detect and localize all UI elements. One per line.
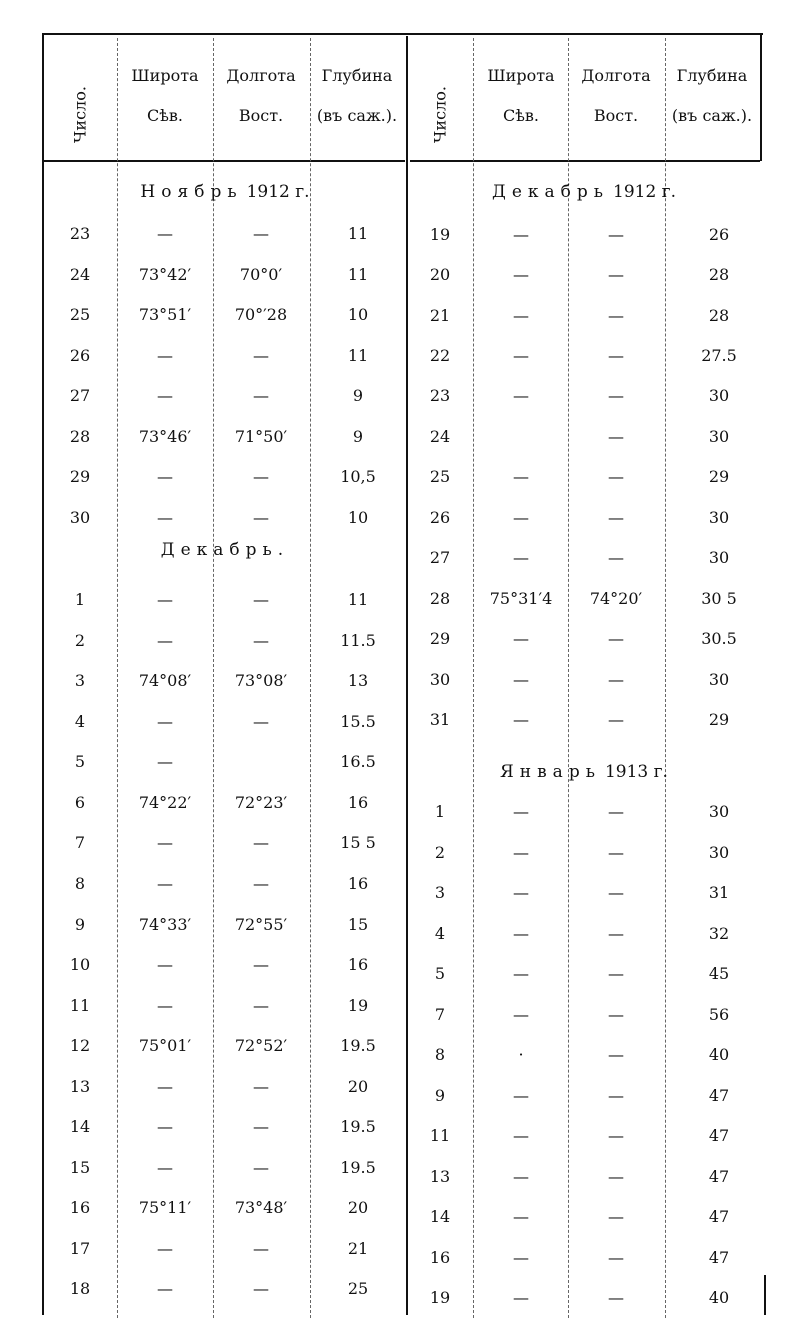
section-month: Ноябрь [140, 182, 243, 202]
right-cell-lon: — [608, 346, 624, 365]
left-cell-depth: 20 [347, 1198, 369, 1217]
right-cell-lat: — [513, 265, 529, 284]
section-month: Декабрь. [160, 540, 290, 560]
right-cell-lon: — [608, 265, 624, 284]
right-cell-depth: 31 [708, 883, 730, 902]
left-cell-depth: 15 5 [340, 833, 376, 852]
right-cell-lon: — [608, 710, 624, 729]
left-cell-day: 15 [69, 1158, 91, 1177]
right-cell-lon: — [608, 1126, 624, 1145]
left-cell-lat: — [157, 1239, 173, 1258]
right-cell-day: 19 [429, 225, 451, 244]
left-cell-lat: — [157, 508, 173, 527]
right-cell-day: 25 [429, 467, 451, 486]
left-cell-day: 25 [69, 305, 91, 324]
right-cell-day: 29 [429, 629, 451, 648]
left-cell-depth: 15 [347, 915, 369, 934]
left-cell-day: 24 [69, 265, 91, 284]
right-cell-lat: — [513, 386, 529, 405]
right-cell-depth: 29 [708, 467, 730, 486]
right-cell-lat: — [513, 1288, 529, 1307]
right-cell-depth: 30 [708, 802, 730, 821]
right-cell-depth: 30.5 [701, 629, 737, 648]
left-cell-lat: 74°08′ [138, 671, 192, 690]
left-cell-lon: — [253, 833, 269, 852]
left-cell-lat: 73°42′ [138, 265, 192, 284]
left-cell-lon: — [253, 386, 269, 405]
left-cell-lat: 75°01′ [138, 1036, 192, 1055]
left-cell-lat: — [157, 590, 173, 609]
right-cell-depth: 30 [708, 843, 730, 862]
right-cell-day: 21 [429, 306, 451, 325]
left-header-rule [42, 160, 405, 162]
right-cell-depth: 40 [708, 1288, 730, 1307]
left-depth-header-2: (въ саж.). [316, 106, 398, 125]
right-cell-lat: — [513, 802, 529, 821]
left-cell-lon: 72°52′ [234, 1036, 288, 1055]
right-depth-header-2: (въ саж.). [671, 106, 753, 125]
left-cell-lat: — [157, 1077, 173, 1096]
left-cell-lat: — [157, 1158, 173, 1177]
left-cell-day: 27 [69, 386, 91, 405]
right-cell-lon: — [608, 670, 624, 689]
left-cell-lat: — [157, 467, 173, 486]
right-cell-depth: 47 [708, 1167, 730, 1186]
left-cell-depth: 10 [347, 508, 369, 527]
left-cell-lon: — [253, 996, 269, 1015]
right-section-title [408, 762, 760, 782]
left-cell-depth: 9 [352, 427, 364, 446]
left-cell-lon: — [253, 590, 269, 609]
right-cell-lon: — [608, 1045, 624, 1064]
right-cell-lat: — [513, 964, 529, 983]
right-cell-lon: — [608, 924, 624, 943]
left-cell-lon: — [253, 508, 269, 527]
left-cell-lon: — [253, 1158, 269, 1177]
left-cell-depth: 15.5 [340, 712, 376, 731]
left-cell-lat: — [157, 346, 173, 365]
right-cell-depth: 30 [708, 427, 730, 446]
right-cell-depth: 47 [708, 1126, 730, 1145]
right-cell-day: 22 [429, 346, 451, 365]
right-cell-depth: 28 [708, 265, 730, 284]
left-lon-header-2: Вост. [238, 106, 284, 125]
right-cell-lat: — [513, 225, 529, 244]
left-cell-day: 11 [69, 996, 91, 1015]
right-cell-depth: 47 [708, 1248, 730, 1267]
right-cell-lat: — [513, 1126, 529, 1145]
section-year: 1912 г. [613, 182, 676, 202]
right-cell-lon: — [608, 508, 624, 527]
left-cell-depth: 11 [347, 265, 369, 284]
right-cell-day: 23 [429, 386, 451, 405]
right-day-header: Число. [430, 86, 450, 143]
right-cell-lon: — [608, 306, 624, 325]
left-cell-lat: — [157, 631, 173, 650]
left-cell-lon: 73°08′ [234, 671, 288, 690]
left-cell-lon: — [253, 467, 269, 486]
left-cell-day: 5 [74, 752, 86, 771]
left-cell-lon: — [253, 631, 269, 650]
left-cell-day: 12 [69, 1036, 91, 1055]
right-cell-lat: — [513, 467, 529, 486]
left-cell-lat: 74°33′ [138, 915, 192, 934]
left-cell-depth: 11.5 [340, 631, 376, 650]
right-cell-lon: — [608, 467, 624, 486]
right-cell-depth: 47 [708, 1086, 730, 1105]
left-cell-day: 30 [69, 508, 91, 527]
left-cell-depth: 11 [347, 346, 369, 365]
right-cell-lon: — [608, 629, 624, 648]
right-cell-day: 16 [429, 1248, 451, 1267]
right-cell-depth: 30 5 [701, 589, 737, 608]
right-cell-day: 27 [429, 548, 451, 567]
right-cell-depth: 56 [708, 1005, 730, 1024]
right-header-rule [410, 160, 760, 162]
left-cell-lon: 72°55′ [234, 915, 288, 934]
right-cell-lat: — [513, 1005, 529, 1024]
left-cell-lat: — [157, 1279, 173, 1298]
left-cell-lon: — [253, 874, 269, 893]
left-cell-depth: 19 [347, 996, 369, 1015]
left-cell-depth: 13 [347, 671, 369, 690]
right-cell-day: 1 [434, 802, 446, 821]
right-cell-lon: — [608, 964, 624, 983]
left-cell-lon: — [253, 1077, 269, 1096]
left-cell-lon: — [253, 712, 269, 731]
left-lat-header-1: Широта [131, 66, 199, 85]
left-lat-header-2: Сѣв. [147, 106, 183, 125]
left-cell-day: 10 [69, 955, 91, 974]
right-cell-depth: 45 [708, 964, 730, 983]
right-cell-lat: — [513, 508, 529, 527]
left-cell-lat: 73°51′ [138, 305, 192, 324]
right-cell-day: 9 [434, 1086, 446, 1105]
right-lat-header-2: Сѣв. [503, 106, 539, 125]
left-cell-day: 13 [69, 1077, 91, 1096]
left-cell-day: 3 [74, 671, 86, 690]
right-cell-day: 14 [429, 1207, 451, 1226]
right-cell-lon: — [608, 1248, 624, 1267]
right-cell-depth: 29 [708, 710, 730, 729]
right-cell-depth: 30 [708, 670, 730, 689]
left-depth-header-1: Глубина [321, 66, 393, 85]
right-section-title [408, 182, 760, 202]
left-cell-lat: — [157, 1117, 173, 1136]
left-cell-depth: 10 [347, 305, 369, 324]
right-cell-lat: — [513, 1167, 529, 1186]
right-cell-day: 30 [429, 670, 451, 689]
right-cell-day: 4 [434, 924, 446, 943]
right-cell-lon: — [608, 1086, 624, 1105]
right-cell-lon: — [608, 1288, 624, 1307]
right-cell-lon: — [608, 843, 624, 862]
left-cell-day: 17 [69, 1239, 91, 1258]
right-cell-lat: — [513, 843, 529, 862]
left-cell-depth: 9 [352, 386, 364, 405]
left-cell-depth: 21 [347, 1239, 369, 1258]
left-cell-lon: — [253, 1117, 269, 1136]
left-cell-depth: 16.5 [340, 752, 376, 771]
right-cell-depth: 32 [708, 924, 730, 943]
right-cell-lat: — [513, 346, 529, 365]
left-cell-day: 18 [69, 1279, 91, 1298]
left-lon-header-1: Долгота [226, 66, 296, 85]
left-cell-day: 6 [74, 793, 86, 812]
right-cell-day: 20 [429, 265, 451, 284]
left-cell-lat: 75°11′ [138, 1198, 192, 1217]
right-cell-lat: — [513, 670, 529, 689]
left-cell-lat: — [157, 833, 173, 852]
right-cell-lon: — [608, 1005, 624, 1024]
left-cell-lon: — [253, 955, 269, 974]
right-lat-header-1: Широта [487, 66, 555, 85]
right-cell-day: 24 [429, 427, 451, 446]
right-cell-lon: — [608, 883, 624, 902]
left-cell-day: 28 [69, 427, 91, 446]
right-cell-lat: — [513, 548, 529, 567]
right-cell-day: 11 [429, 1126, 451, 1145]
right-cell-lat: — [513, 1086, 529, 1105]
right-cell-day: 8 [434, 1045, 446, 1064]
left-cell-day: 26 [69, 346, 91, 365]
left-cell-depth: 10,5 [340, 467, 376, 486]
left-cell-day: 4 [74, 712, 86, 731]
left-day-header: Число. [70, 86, 90, 143]
right-cell-lat: 75°31′4 [489, 589, 553, 608]
left-cell-lat: 74°22′ [138, 793, 192, 812]
left-cell-depth: 19.5 [340, 1158, 376, 1177]
right-cell-lat: — [513, 1248, 529, 1267]
right-cell-depth: 28 [708, 306, 730, 325]
left-cell-lon: — [253, 1279, 269, 1298]
left-cell-lat: — [157, 996, 173, 1015]
right-cell-day: 19 [429, 1288, 451, 1307]
left-cell-depth: 11 [347, 224, 369, 243]
left-cell-day: 23 [69, 224, 91, 243]
left-cell-depth: 16 [347, 874, 369, 893]
left-cell-day: 16 [69, 1198, 91, 1217]
right-cell-day: 5 [434, 964, 446, 983]
left-cell-lat: — [157, 224, 173, 243]
right-outer-rule [760, 33, 762, 161]
right-cell-lon: — [608, 1167, 624, 1186]
right-cell-lon: 74°20′ [589, 589, 643, 608]
top-rule [42, 33, 763, 35]
left-cell-lon: 70°′28 [234, 305, 288, 324]
right-cell-lon: — [608, 386, 624, 405]
left-cell-depth: 25 [347, 1279, 369, 1298]
right-cell-day: 3 [434, 883, 446, 902]
right-cell-day: 13 [429, 1167, 451, 1186]
left-cell-day: 9 [74, 915, 86, 934]
left-cell-day: 29 [69, 467, 91, 486]
right-cell-lat: — [513, 883, 529, 902]
right-lon-header-2: Вост. [593, 106, 639, 125]
right-depth-header-1: Глубина [676, 66, 748, 85]
left-cell-day: 1 [74, 590, 86, 609]
section-year: 1912 г. [246, 182, 310, 202]
right-cell-day: 7 [434, 1005, 446, 1024]
right-cell-lon: — [608, 1207, 624, 1226]
left-cell-lat: — [157, 955, 173, 974]
left-cell-lat: — [157, 712, 173, 731]
right-cell-lon: — [608, 427, 624, 446]
right-cell-lat: — [513, 1207, 529, 1226]
right-cell-day: 28 [429, 589, 451, 608]
left-cell-depth: 11 [347, 590, 369, 609]
left-cell-lon: — [253, 1239, 269, 1258]
right-cell-depth: 30 [708, 548, 730, 567]
right-cell-lon: — [608, 225, 624, 244]
right-cell-lon: — [608, 548, 624, 567]
right-cell-depth: 40 [708, 1045, 730, 1064]
left-cell-day: 8 [74, 874, 86, 893]
left-cell-lat: — [157, 752, 173, 771]
right-cell-depth: 30 [708, 508, 730, 527]
left-cell-lon: 70°0′ [239, 265, 283, 284]
right-cell-lat: · [518, 1045, 524, 1064]
left-cell-lat: 73°46′ [138, 427, 192, 446]
left-cell-lat: — [157, 874, 173, 893]
right-cell-lat: — [513, 710, 529, 729]
left-cell-depth: 19.5 [340, 1036, 376, 1055]
left-cell-day: 7 [74, 833, 86, 852]
left-section-title [44, 540, 406, 560]
left-cell-depth: 20 [347, 1077, 369, 1096]
right-cell-lat: — [513, 629, 529, 648]
right-cell-lat: — [513, 306, 529, 325]
right-cell-day: 26 [429, 508, 451, 527]
left-cell-lon: 72°23′ [234, 793, 288, 812]
left-cell-lon: — [253, 346, 269, 365]
right-lon-header-1: Долгота [581, 66, 651, 85]
section-month: Январь [500, 762, 601, 782]
left-cell-day: 2 [74, 631, 86, 650]
right-cell-depth: 27.5 [701, 346, 737, 365]
right-cell-depth: 30 [708, 386, 730, 405]
left-section-title [44, 182, 406, 202]
left-cell-lon: — [253, 224, 269, 243]
right-cell-depth: 26 [708, 225, 730, 244]
left-cell-lon: 71°50′ [234, 427, 288, 446]
right-cell-lat: — [513, 924, 529, 943]
left-cell-depth: 16 [347, 955, 369, 974]
right-cell-day: 31 [429, 710, 451, 729]
left-cell-lon: 73°48′ [234, 1198, 288, 1217]
section-year: 1913 г. [604, 762, 668, 782]
left-cell-day: 14 [69, 1117, 91, 1136]
left-cell-depth: 16 [347, 793, 369, 812]
right-cell-lon: — [608, 802, 624, 821]
right-cell-day: 2 [434, 843, 446, 862]
section-month: Декабрь [492, 182, 610, 202]
left-cell-depth: 19.5 [340, 1117, 376, 1136]
right-cell-depth: 47 [708, 1207, 730, 1226]
left-cell-lat: — [157, 386, 173, 405]
